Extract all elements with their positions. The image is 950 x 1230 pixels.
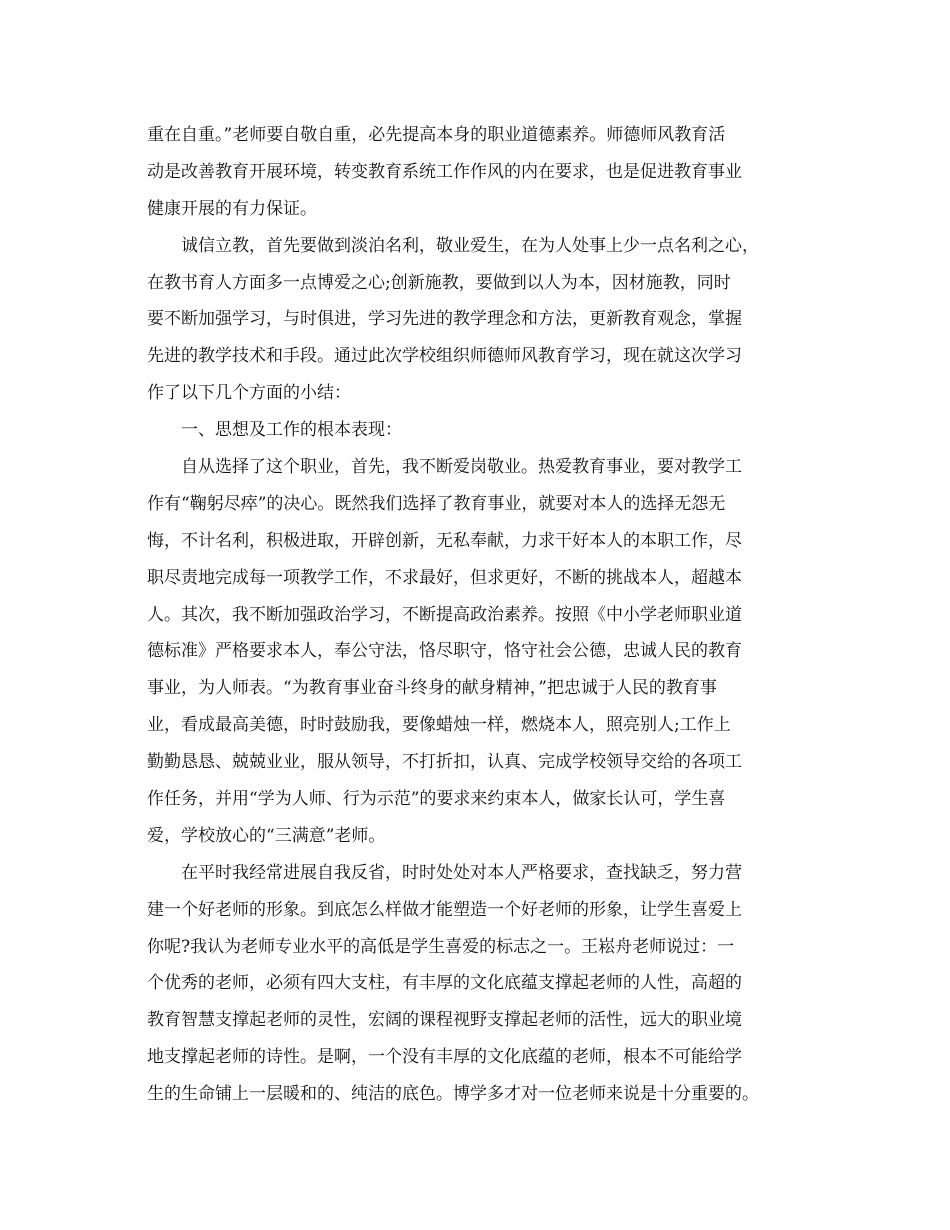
text-line: 作任务，并用“学为人师、行为示范”的要求来约束本人，做家长认可，学生喜: [147, 789, 726, 810]
paragraph-2: [147, 228, 827, 412]
text-line: 重在自重。”老师要自敬自重，必先提高本身的职业道德素养。师德师风教育活: [147, 125, 726, 145]
text-line: 要不断加强学习，与时俱进，学习先进的教学理念和方法，更新教育观念，掌握: [147, 309, 742, 330]
text-line: 生的生命铺上一层暖和的、纯洁的底色。博学多才对一位老师来说是十分重要的。: [147, 1084, 759, 1105]
text-line: 作有“鞠躬尽瘁”的决心。既然我们选择了教育事业，就要对本人的选择无怨无: [147, 493, 726, 514]
text-line: 爱，学校放心的“三满意”老师。: [147, 825, 386, 846]
text-line: 事业，为人师表。“为教育事业奋斗终身的献身精神，”把忠诚于人民的教育事: [147, 678, 717, 699]
text-line: 在平时我经常进展自我反省，时时处处对本人严格要求，查找缺乏，努力营: [181, 862, 742, 883]
section-heading: [147, 412, 827, 449]
text-line: 教育智慧支撑起老师的灵性，宏阔的课程视野支撑起老师的活性，远大的职业境: [147, 1010, 742, 1031]
heading-line: 一、思想及工作的根本表现：: [181, 420, 402, 441]
paragraph-1: [147, 117, 827, 228]
text-line: 个优秀的老师，必须有四大支柱，有丰厚的文化底蕴支撑起老师的人性，高超的: [147, 973, 742, 994]
text-line: 德标准》严格要求本人，奉公守法，恪尽职守，恪守社会公德，忠诚人民的教育: [147, 641, 742, 662]
text-line: 业，看成最高美德，时时鼓励我，要像蜡烛一样，燃烧本人，照亮别人;工作上: [147, 715, 731, 736]
text-line: 人。其次，我不断加强政治学习，不断提高政治素养。按照《中小学老师职业道: [147, 604, 742, 625]
text-line: 你呢?我认为老师专业水平的高低是学生喜爱的标志之一。王崧舟老师说过：一: [147, 936, 735, 957]
paragraph-3: [147, 449, 827, 855]
text-line: 地支撑起老师的诗性。是啊，一个没有丰厚的文化底蕴的老师，根本不可能给学: [147, 1047, 742, 1068]
text-line: 悔，不计名利，积极进取，开辟创新，无私奉献，力求干好本人的本职工作，尽: [147, 530, 742, 551]
text-line: 在教书育人方面多一点博爱之心;创新施教，要做到以人为本，因材施教，同时: [147, 272, 731, 293]
text-line: 职尽责地完成每一项教学工作，不求最好，但求更好，不断的挑战本人，超越本: [147, 567, 742, 588]
document-page: [147, 117, 827, 1113]
text-line: 诚信立教，首先要做到淡泊名利，敬业爱生，在为人处事上少一点名利之心，: [181, 235, 759, 256]
text-line: 动是改善教育开展环境，转变教育系统工作作风的内在要求，也是促进教育事业: [147, 161, 742, 182]
text-line: 作了以下几个方面的小结：: [147, 383, 351, 404]
text-line: 建一个好老师的形象。到底怎么样做才能塑造一个好老师的形象，让学生喜爱上: [147, 899, 742, 920]
text-line: 健康开展的有力保证。: [147, 198, 317, 219]
text-line: 自从选择了这个职业，首先，我不断爱岗敬业。热爱教育事业，要对教学工: [181, 457, 742, 478]
paragraph-4: [147, 855, 827, 1113]
text-line: 先进的教学技术和手段。通过此次学校组织师德师风教育学习，现在就这次学习: [147, 346, 742, 367]
text-line: 勤勤恳恳、兢兢业业，服从领导，不打折扣，认真、完成学校领导交给的各项工: [147, 752, 742, 773]
